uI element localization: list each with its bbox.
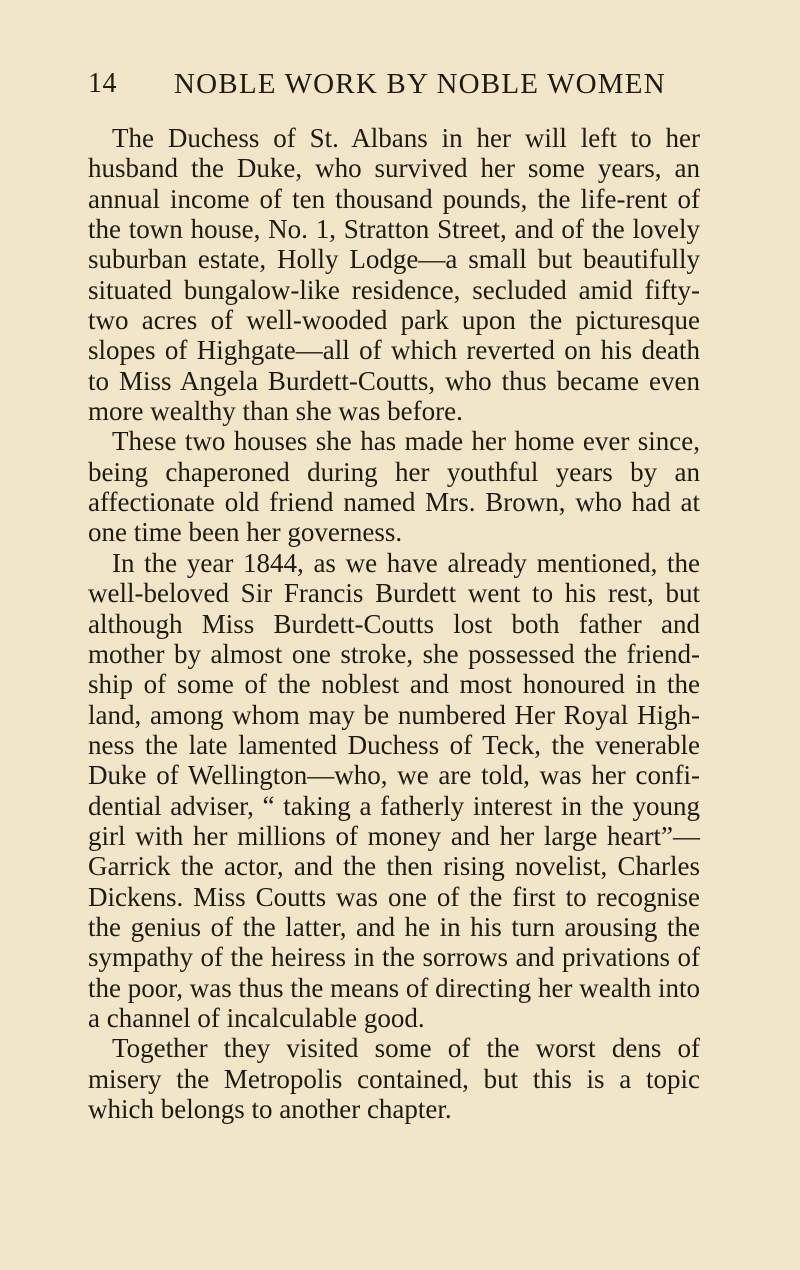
paragraph: In the year 1844, as we have already mentioned, the well-beloved Sir Francis Burdett went to his rest, but although Miss Burdett-Coutts lost both father and mother by almost one stroke, she possessed the friendship of some of the noblest and most honoured in the land, among whom may be numbered Her Royal Highness the late lamented Duchess of Teck, the venerable Duke of Wellington—who, we are told, was her confidential adviser, “ taking a fatherly interest in the young girl with her millions of money and her large heart”— Garrick the actor, and the then rising novelist, Charles Dickens. Miss Coutts was one of the first to recognise the genius of the latter, and he in his turn arousing the sympathy of the heiress in the sorrows and privations of the poor, was thus the means of directing her wealth into a channel of incalculable good.	[88, 547, 700, 1033]
paragraph: These two houses she has made her home ever since, being chaperoned during her youthful years by an affectionate old friend named Mrs. Brown, who had at one time been her governess.	[88, 426, 700, 548]
paragraph: The Duchess of St. Albans in her will left to her husband the Duke, who survived her some years, an annual income of ten thousand pounds, the life-rent of the town house, No. 1, Stratton Street, and of the lovely suburban estate, Holly Lodge—a small but beautifully situated bungalow-like residence, secluded amid fifty-two acres of well-wooded park upon the picturesque slopes of Highgate—all of which reverted on his death to Miss Angela Burdett-Coutts, who thus became even more wealthy than she was before.	[88, 123, 700, 427]
body-text	[88, 123, 700, 1124]
running-head: NOBLE WORK BY NOBLE WOMEN	[174, 68, 666, 100]
page-header	[88, 64, 728, 104]
page-number: 14	[88, 68, 117, 99]
paragraph: Together they visited some of the worst dens of misery the Metropolis contained, but this is a topic which belongs to another chapter.	[88, 1033, 700, 1124]
